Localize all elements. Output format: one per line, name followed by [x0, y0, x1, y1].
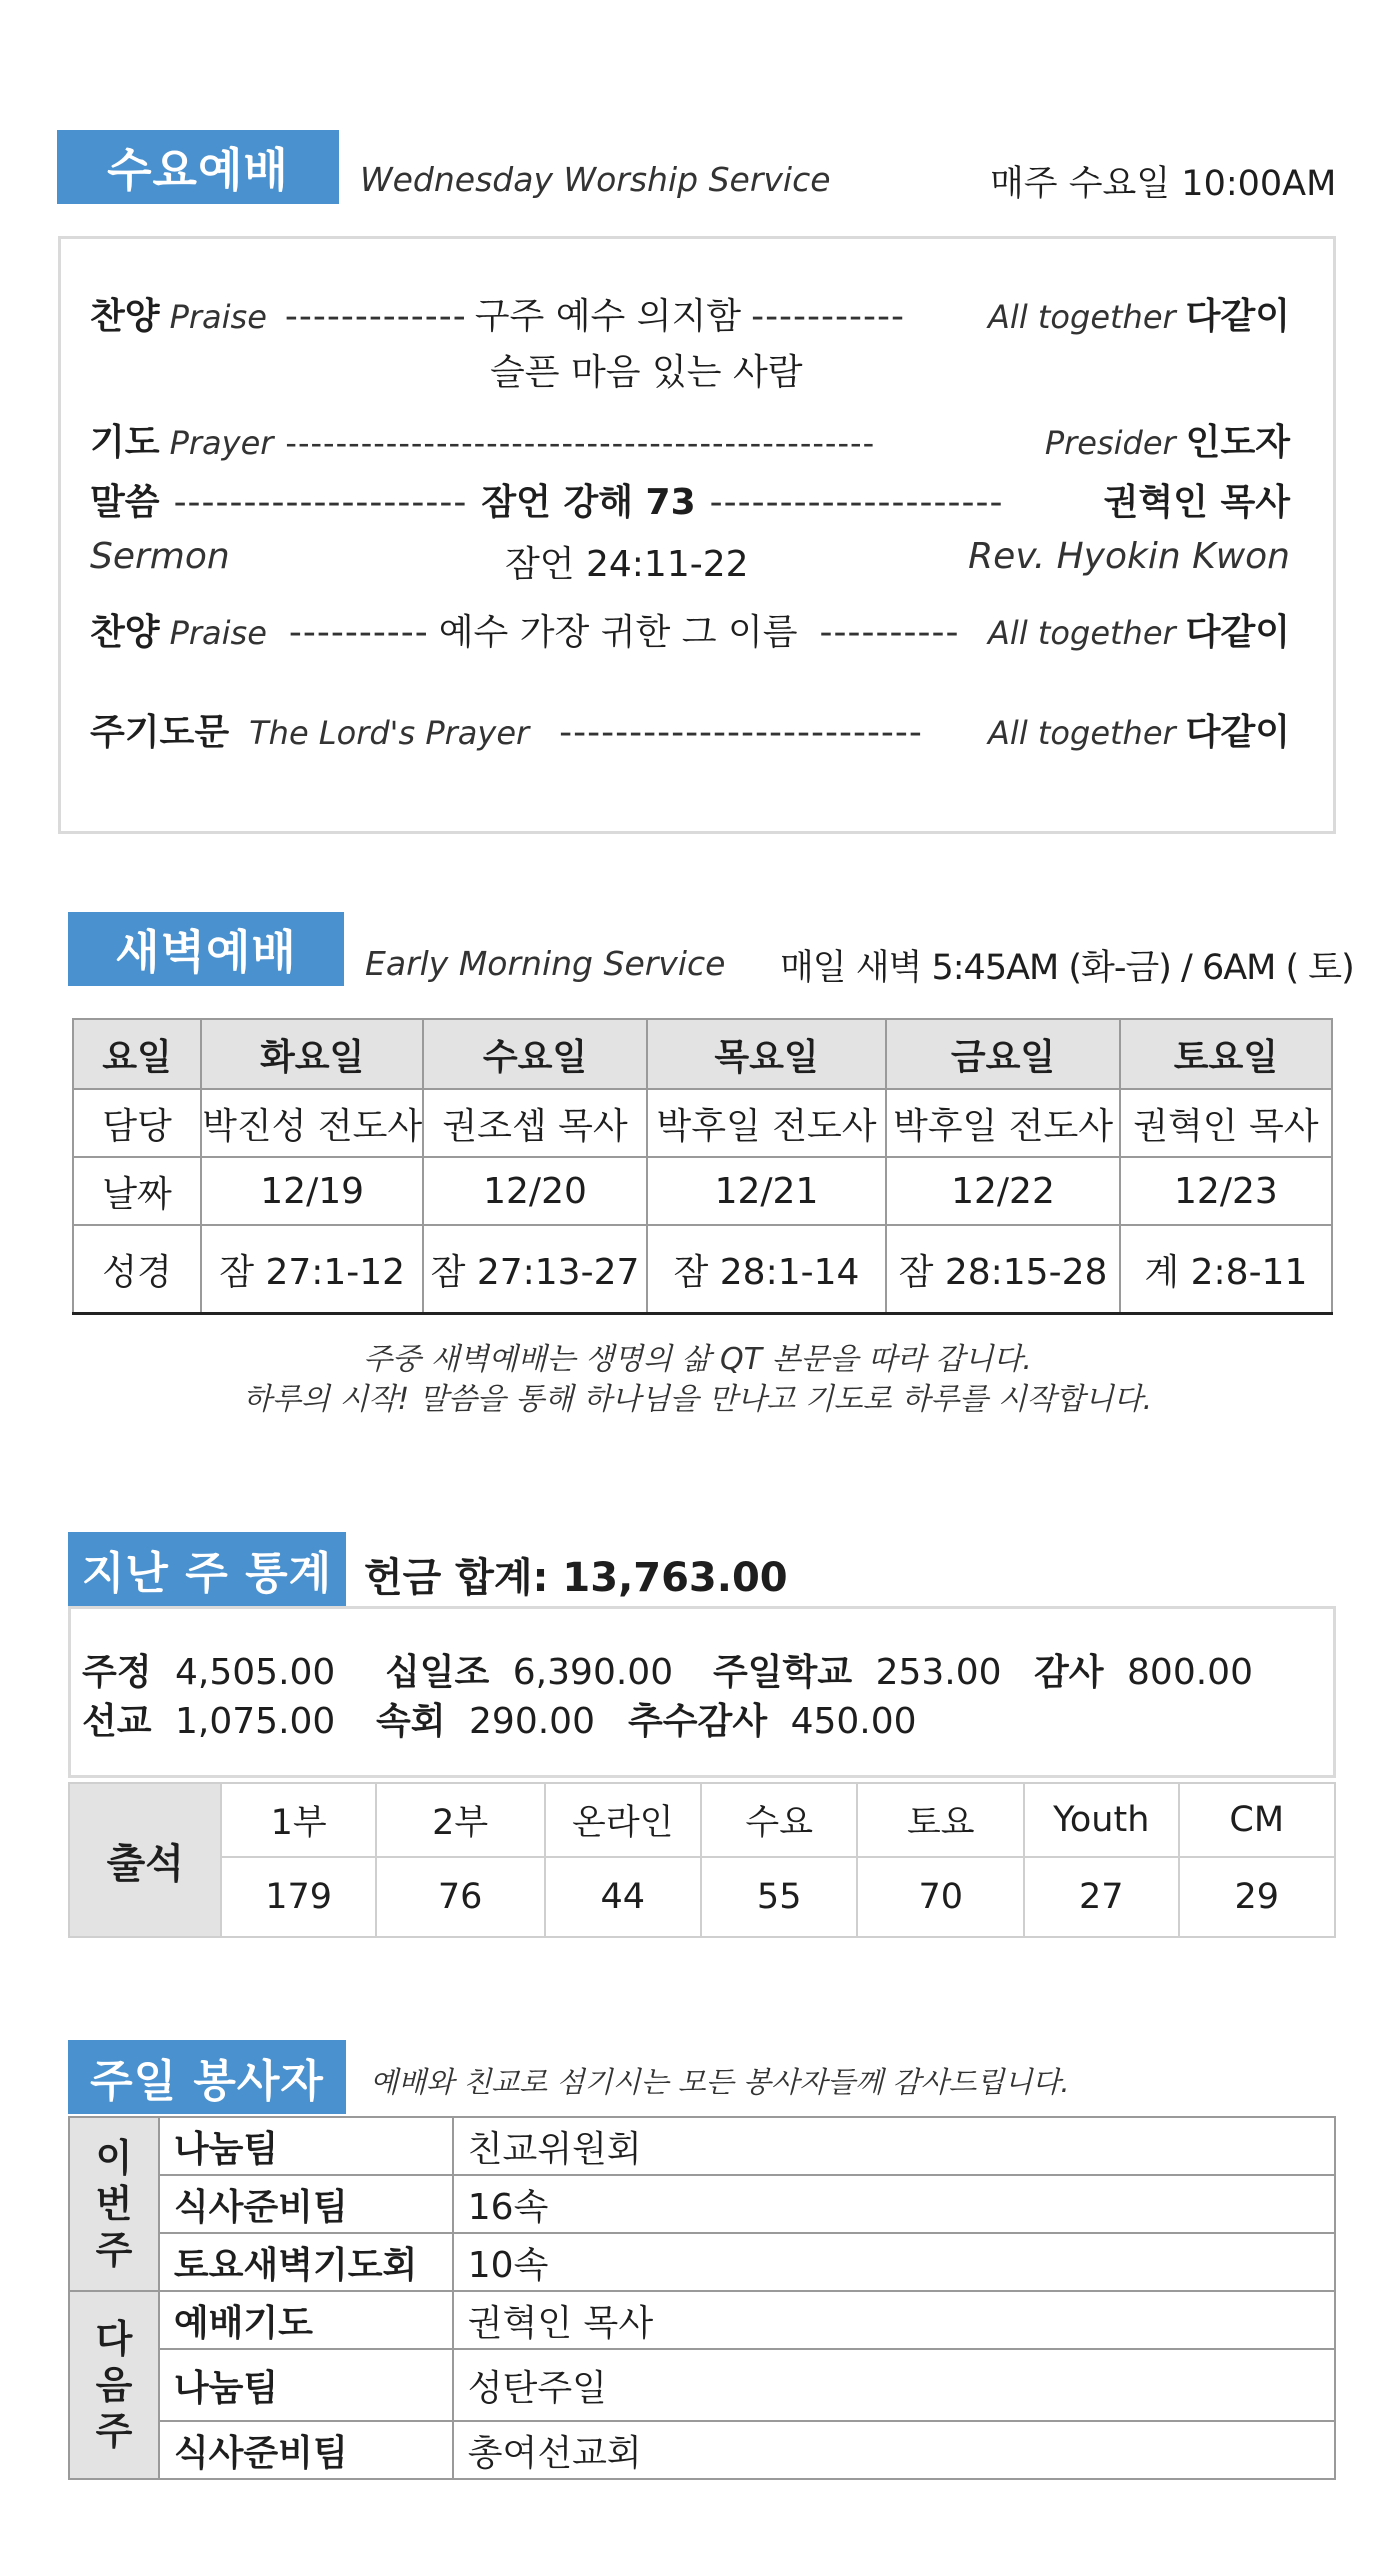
- program-row-sermon-en: [90, 536, 230, 577]
- table-cell: 잠 27:13-27: [423, 1225, 647, 1314]
- program-role-ko: 다같이: [1185, 296, 1290, 337]
- program-row-praise-2: [90, 604, 959, 655]
- program-role-ko: 다같이: [1185, 712, 1290, 753]
- table-cell: 잠 28:15-28: [886, 1225, 1120, 1314]
- program-role: [1104, 474, 1290, 525]
- attendance-label: 출석: [69, 1783, 221, 1937]
- attendance-value-cell: 55: [701, 1857, 857, 1937]
- program-item-ko: 말씀: [90, 482, 160, 523]
- program-dashes: --------------------------: [559, 712, 923, 753]
- attendance-value-cell: 27: [1024, 1857, 1178, 1937]
- attendance-header-cell: 수요: [701, 1783, 857, 1857]
- offering-total: 헌금 합계: 13,763.00: [364, 1555, 788, 1601]
- morning-schedule-table: [72, 1018, 1333, 1315]
- program-content: 구주 예수 의지함: [474, 296, 742, 337]
- morning-note-1: 주중 새벽예배는 생명의 삶 QT 본문을 따라 갑니다.: [363, 1342, 1032, 1377]
- program-item-en: The Lord's Prayer: [249, 714, 530, 752]
- offering-label: 속회: [376, 1701, 446, 1742]
- table-cell: 날짜: [73, 1157, 201, 1225]
- table-header-cell: 화요일: [201, 1019, 423, 1089]
- program-item-ko: 찬양: [90, 296, 160, 337]
- table-row: [69, 2233, 1335, 2291]
- offering-label: 십일조: [385, 1652, 490, 1693]
- program-row-sermon: [90, 474, 1003, 525]
- offering-item: [82, 1644, 335, 1695]
- offering-value: 290.00: [469, 1701, 595, 1742]
- program-role-ko: 권혁인 목사: [1103, 482, 1290, 523]
- offering-item: [1034, 1644, 1253, 1695]
- program-row-lords-prayer: [90, 704, 923, 755]
- program-role-en: All together: [988, 614, 1176, 652]
- table-row: [69, 2175, 1335, 2233]
- volunteer-role: 나눔팀: [159, 2349, 453, 2421]
- table-row: [69, 2421, 1335, 2479]
- program-dashes: ----------: [819, 612, 960, 653]
- offering-value: 4,505.00: [175, 1652, 336, 1693]
- program-dashes: ---------------------: [709, 482, 1004, 523]
- volunteer-name: 총여선교회: [453, 2421, 1335, 2479]
- offering-item: [385, 1644, 673, 1695]
- volunteer-role: 식사준비팀: [159, 2175, 453, 2233]
- program-item-en: Prayer: [169, 424, 274, 462]
- offering-item: [713, 1644, 1002, 1695]
- next-week-label: 다 음 주: [69, 2291, 159, 2479]
- offering-label: 주일학교: [713, 1652, 853, 1693]
- attendance-table: [68, 1782, 1336, 1938]
- table-cell: 계 2:8-11: [1120, 1225, 1332, 1314]
- program-role-en: Presider: [1044, 424, 1176, 462]
- volunteer-name: 성탄주일: [453, 2349, 1335, 2421]
- table-cell: 박진성 전도사: [201, 1089, 423, 1157]
- table-header-cell: 토요일: [1120, 1019, 1332, 1089]
- table-row: [73, 1225, 1332, 1314]
- table-header-row: [73, 1019, 1332, 1089]
- offering-label: 주정: [82, 1652, 152, 1693]
- program-dashes: -----------: [751, 296, 905, 337]
- offering-item: [376, 1693, 595, 1744]
- program-item-en: Praise: [169, 298, 267, 336]
- program-role: [988, 288, 1290, 339]
- offering-item: [628, 1693, 917, 1744]
- table-cell: 잠 27:1-12: [201, 1225, 423, 1314]
- attendance-header-row: [69, 1783, 1335, 1857]
- offering-value: 253.00: [875, 1652, 1002, 1693]
- table-header-cell: 수요일: [423, 1019, 647, 1089]
- volunteers-subtitle: 예배와 친교로 섬기시는 모든 봉사자들께 감사드립니다.: [370, 2065, 1070, 2099]
- program-content-line2: [490, 344, 803, 395]
- attendance-value-cell: 76: [376, 1857, 545, 1937]
- volunteer-role: 나눔팀: [159, 2117, 453, 2175]
- morning-note-2: 하루의 시작! 말씀을 통해 하나님을 만나고 기도로 하루를 시작합니다.: [242, 1382, 1153, 1417]
- volunteer-role: 식사준비팀: [159, 2421, 453, 2479]
- morning-subtitle: Early Morning Service: [365, 944, 726, 983]
- table-cell: 박후일 전도사: [886, 1089, 1120, 1157]
- program-item-en: Praise: [169, 614, 267, 652]
- volunteers-table: [68, 2116, 1336, 2480]
- offering-label: 추수감사: [628, 1701, 768, 1742]
- attendance-value-cell: 44: [545, 1857, 701, 1937]
- attendance-header-cell: 2부: [376, 1783, 545, 1857]
- attendance-header-cell: Youth: [1024, 1783, 1178, 1857]
- program-content: 슬픈 마음 있는 사람: [490, 352, 803, 393]
- program-dashes: ----------: [288, 612, 429, 653]
- morning-time: 매일 새벽 5:45AM (화-금) / 6AM ( 토): [780, 948, 1354, 988]
- morning-section-tag: 새벽예배: [68, 912, 344, 986]
- table-cell: 성경: [73, 1225, 201, 1314]
- table-row: [69, 2117, 1335, 2175]
- attendance-header-cell: 1부: [221, 1783, 375, 1857]
- table-cell: 12/23: [1120, 1157, 1332, 1225]
- volunteer-name: 16속: [453, 2175, 1335, 2233]
- offering-value: 6,390.00: [512, 1652, 674, 1693]
- table-header-cell: 금요일: [886, 1019, 1120, 1089]
- program-item-ko: 주기도문: [90, 712, 230, 753]
- attendance-value-row: [69, 1857, 1335, 1937]
- volunteers-section-tag: 주일 봉사자: [68, 2040, 346, 2114]
- table-cell: 12/20: [423, 1157, 647, 1225]
- table-header-cell: 목요일: [647, 1019, 886, 1089]
- table-row: [73, 1157, 1332, 1225]
- attendance-value-cell: 179: [221, 1857, 375, 1937]
- program-item-ko: 기도: [90, 422, 160, 463]
- table-cell: 12/19: [201, 1157, 423, 1225]
- table-cell: 박후일 전도사: [647, 1089, 886, 1157]
- offering-label: 감사: [1034, 1652, 1104, 1693]
- volunteer-name: 친교위원회: [453, 2117, 1335, 2175]
- program-content: 예수 가장 귀한 그 이름: [438, 612, 798, 653]
- program-row-prayer: [90, 414, 875, 465]
- program-content: 잠언 강해 73: [481, 482, 696, 523]
- volunteer-role: 예배기도: [159, 2291, 453, 2349]
- volunteer-name: 10속: [453, 2233, 1335, 2291]
- program-role-en: All together: [988, 714, 1176, 752]
- program-row-praise-1: [90, 288, 905, 339]
- table-row: [69, 2291, 1335, 2349]
- table-row: [69, 2349, 1335, 2421]
- program-dashes: -------------: [284, 296, 467, 337]
- program-role: [968, 536, 1290, 577]
- this-week-label: 이 번 주: [69, 2117, 159, 2291]
- program-dashes: -----------------------------------------------: [285, 424, 876, 462]
- attendance-header-cell: 토요: [857, 1783, 1024, 1857]
- program-role-en: All together: [988, 298, 1176, 336]
- program-role-en: Rev. Hyokin Kwon: [968, 536, 1290, 577]
- program-role: [988, 704, 1290, 755]
- attendance-header-cell: 온라인: [545, 1783, 701, 1857]
- table-cell: 잠 28:1-14: [647, 1225, 886, 1314]
- program-role-ko: 인도자: [1185, 422, 1290, 463]
- attendance-value-cell: 29: [1179, 1857, 1336, 1937]
- table-cell: 12/22: [886, 1157, 1120, 1225]
- offering-value: 800.00: [1127, 1652, 1253, 1693]
- stats-section-tag: 지난 주 통계: [68, 1532, 346, 1606]
- table-row: [73, 1089, 1332, 1157]
- program-role-ko: 다같이: [1185, 612, 1290, 653]
- volunteer-role: 토요새벽기도회: [159, 2233, 453, 2291]
- attendance-header-cell: CM: [1179, 1783, 1336, 1857]
- table-cell: 12/21: [647, 1157, 886, 1225]
- program-content: 잠언 24:11-22: [505, 544, 749, 585]
- offering-value: 1,075.00: [175, 1701, 336, 1742]
- table-cell: 담당: [73, 1089, 201, 1157]
- wednesday-subtitle: Wednesday Worship Service: [360, 160, 831, 199]
- wednesday-time: 매주 수요일 10:00AM: [990, 164, 1337, 204]
- volunteer-name: 권혁인 목사: [453, 2291, 1335, 2349]
- wednesday-section-tag: 수요예배: [57, 130, 339, 204]
- program-scripture: [505, 536, 749, 587]
- program-item-ko: 찬양: [90, 612, 160, 653]
- table-cell: 권혁인 목사: [1120, 1089, 1332, 1157]
- program-role: [988, 604, 1290, 655]
- program-item-en: Sermon: [90, 536, 230, 577]
- table-cell: 권조셉 목사: [423, 1089, 647, 1157]
- table-header-cell: 요일: [73, 1019, 201, 1089]
- program-role: [1045, 414, 1290, 465]
- program-dashes: ---------------------: [173, 482, 468, 523]
- offering-label: 선교: [82, 1701, 152, 1742]
- offering-value: 450.00: [790, 1701, 917, 1742]
- attendance-value-cell: 70: [857, 1857, 1024, 1937]
- offering-item: [82, 1693, 335, 1744]
